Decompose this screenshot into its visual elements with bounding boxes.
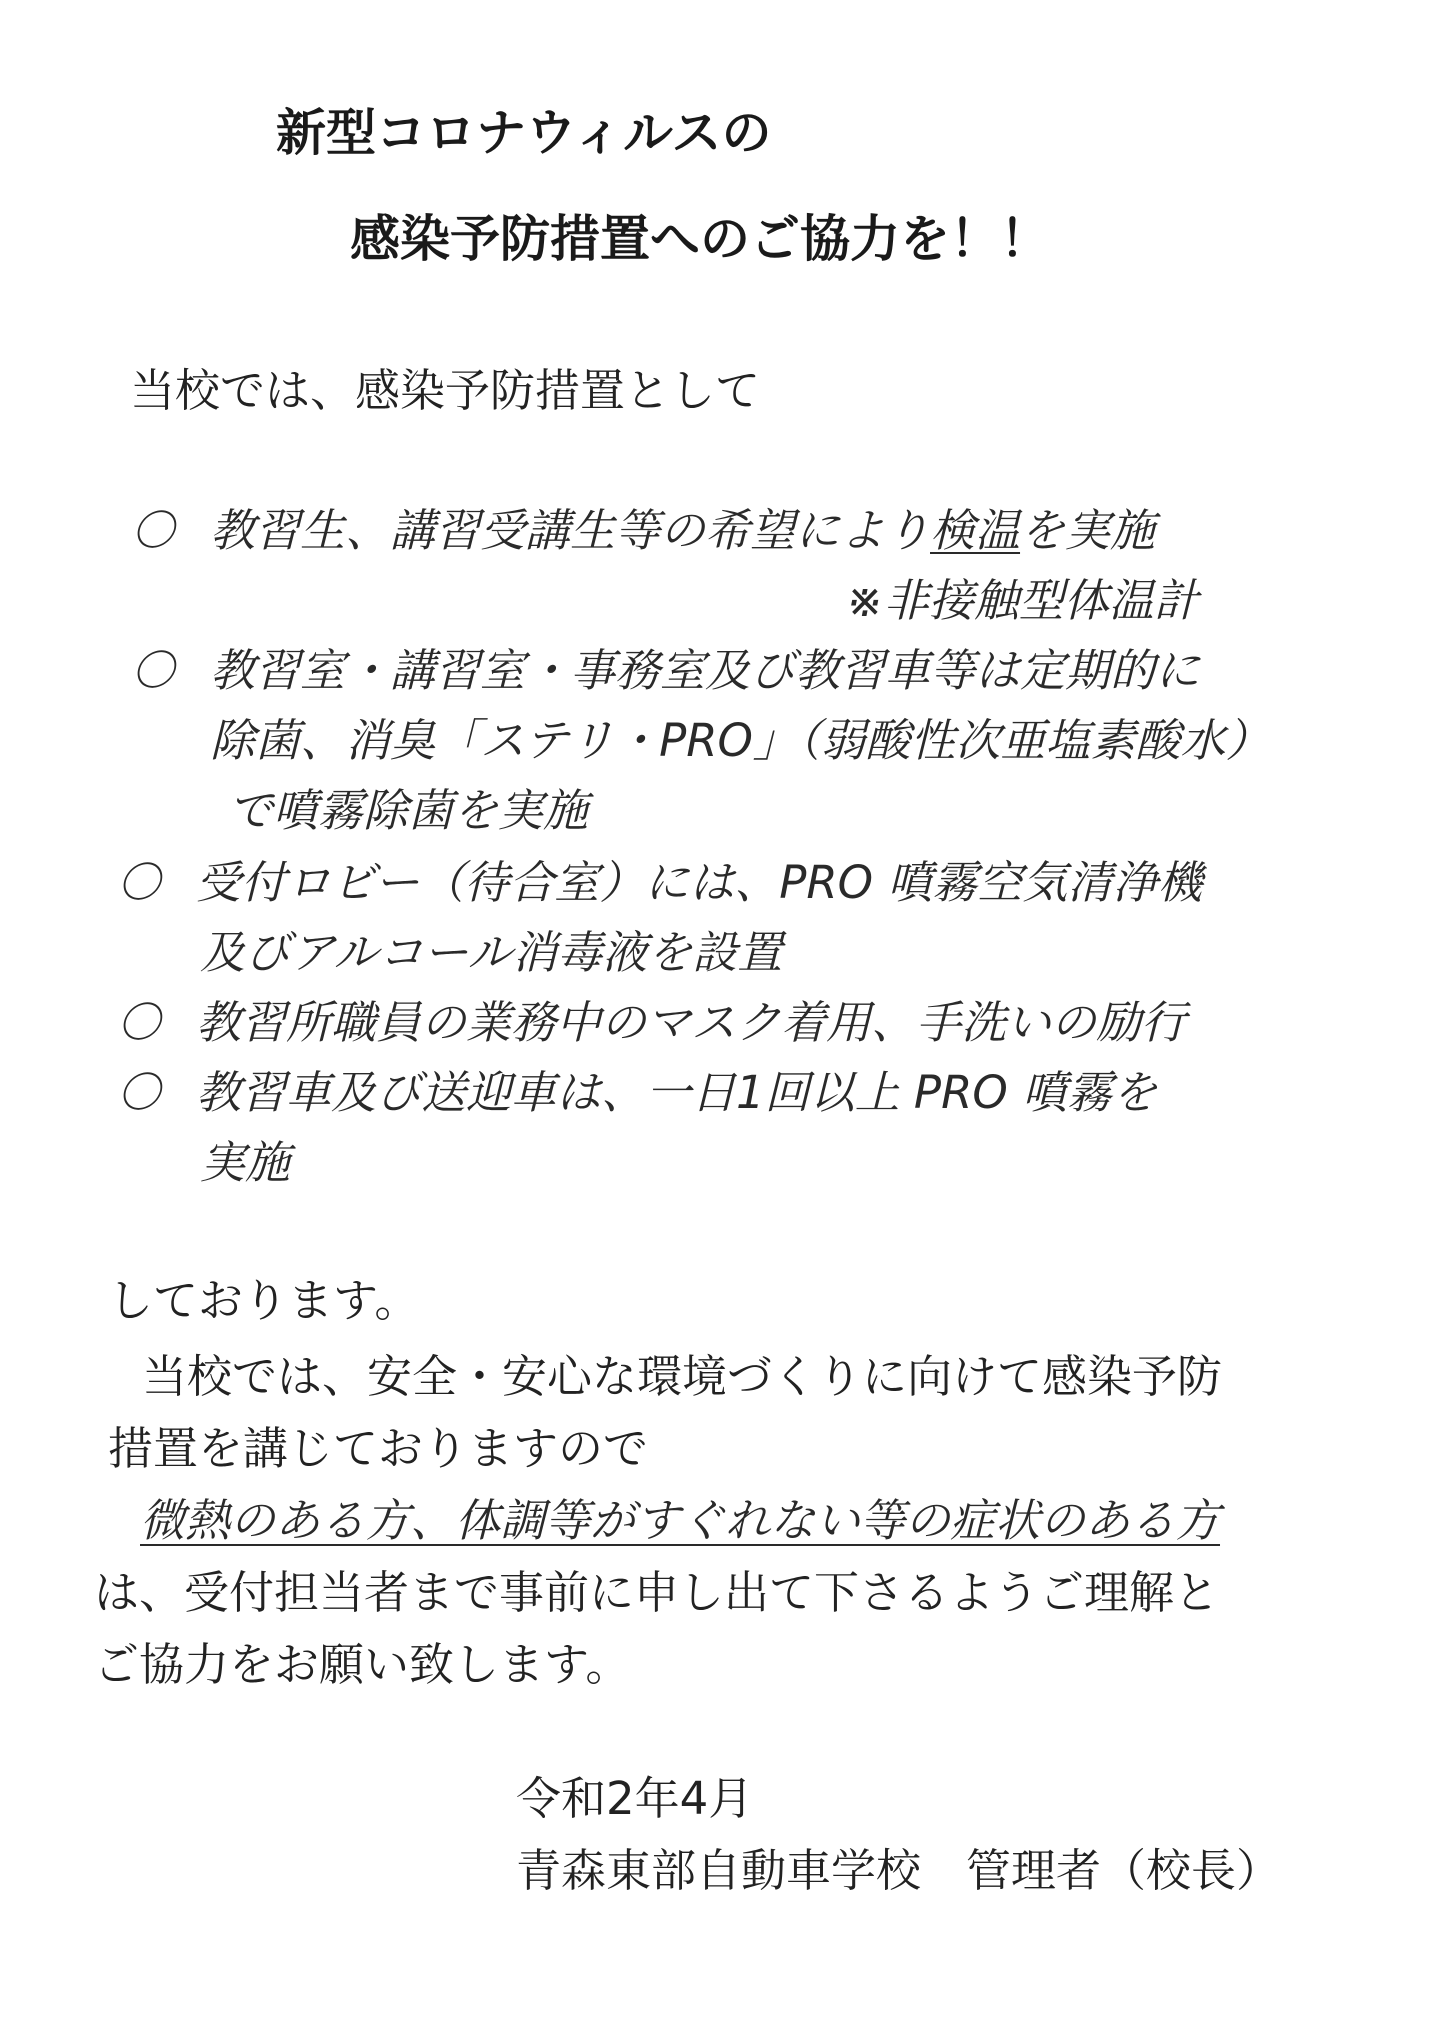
item-2-line-1: 教習室・講習室・事務室及び教習車等は定期的に bbox=[210, 644, 1201, 697]
item-1-line-1 bbox=[210, 504, 1156, 557]
bullet-icon: 〇 bbox=[118, 998, 161, 1047]
intro-text: 当校では、感染予防措置として bbox=[130, 364, 761, 417]
item-2-line-3: で噴霧除菌を実施 bbox=[228, 784, 589, 837]
item-3-line-1: 受付ロビー（待合室）には、PRO 噴霧空気清浄機 bbox=[196, 856, 1203, 909]
bullet-icon: 〇 bbox=[132, 646, 175, 695]
closing-line-5: は、受付担当者まで事前に申し出て下さるようご理解と bbox=[94, 1566, 1220, 1619]
item-4-line-1: 教習所職員の業務中のマスク着用、手洗いの励行 bbox=[196, 996, 1187, 1049]
signature-org: 青森東部自動車学校 管理者（校長） bbox=[516, 1844, 1282, 1897]
closing-line-2: 当校では、安全・安心な環境づくりに向けて感染予防 bbox=[142, 1350, 1223, 1403]
item-1-text-post: を実施 bbox=[1020, 504, 1156, 557]
closing-line-1: しております。 bbox=[108, 1274, 420, 1327]
item-1-note: ※非接触型体温計 bbox=[846, 574, 1199, 627]
bullet-icon: 〇 bbox=[118, 1068, 161, 1117]
item-1-text: 教習生、講習受講生等の希望により bbox=[210, 504, 931, 557]
item-2-line-2: 除菌、消臭「ステリ・PRO」（弱酸性次亜塩素酸水） bbox=[210, 714, 1271, 767]
item-5-line-2: 実施 bbox=[200, 1136, 291, 1189]
title-line-2: 感染予防措置へのご協力を！！ bbox=[350, 210, 1050, 268]
closing-emphasis: 微熱のある方、体調等がすぐれない等の症状のある方 bbox=[140, 1494, 1221, 1547]
title-line-1: 新型コロナウィルスの bbox=[276, 104, 772, 162]
closing-line-6: ご協力をお願い致します。 bbox=[94, 1638, 631, 1691]
bullet-icon: 〇 bbox=[132, 506, 175, 555]
bullet-icon: 〇 bbox=[118, 858, 161, 907]
item-5-line-1: 教習車及び送迎車は、一日1回以上 PRO 噴霧を bbox=[196, 1066, 1158, 1119]
item-3-line-2: 及びアルコール消毒液を設置 bbox=[200, 926, 783, 979]
signature-date: 令和2年4月 bbox=[516, 1772, 754, 1825]
closing-line-3: 措置を講じておりますので bbox=[108, 1422, 649, 1475]
item-1-underlined: 検温 bbox=[930, 504, 1021, 557]
